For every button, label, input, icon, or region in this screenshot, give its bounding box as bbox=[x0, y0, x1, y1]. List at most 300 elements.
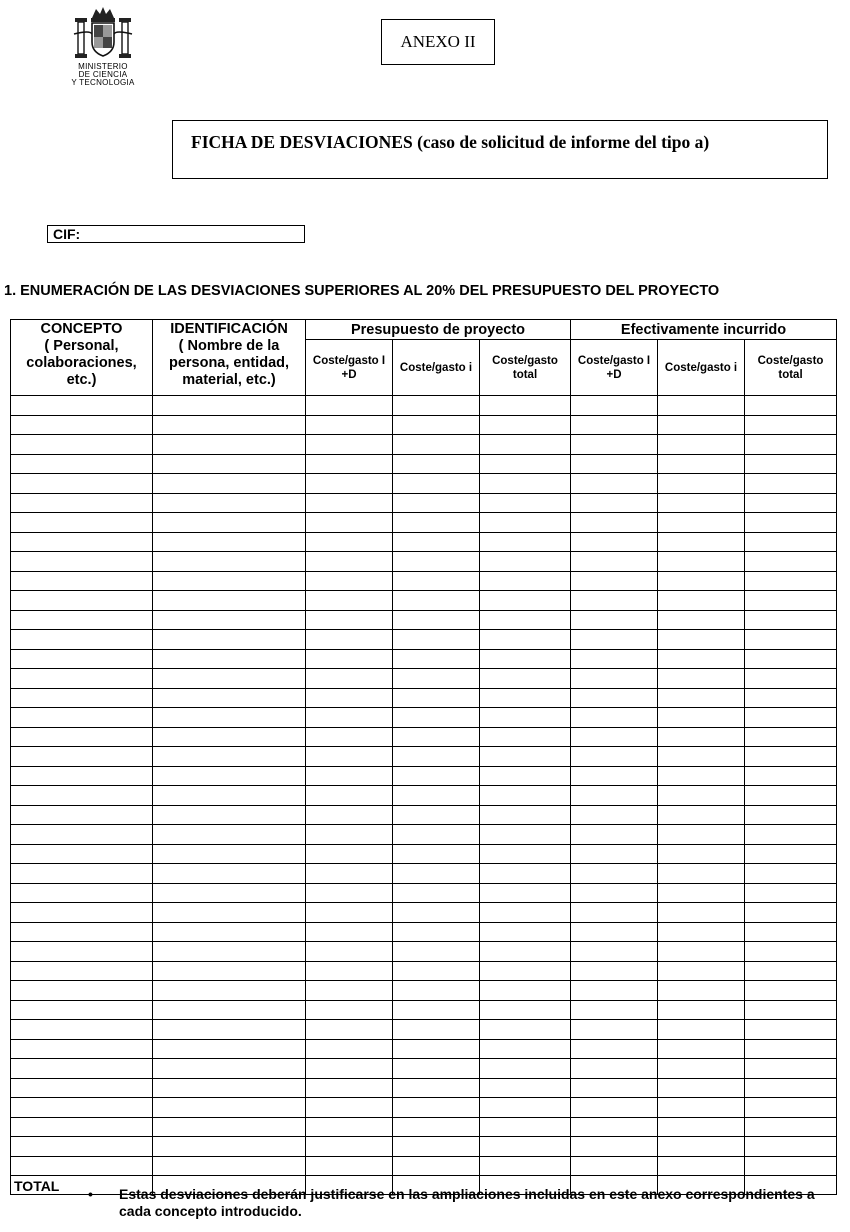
table-cell[interactable] bbox=[571, 610, 658, 630]
table-cell[interactable] bbox=[11, 825, 153, 845]
table-cell[interactable] bbox=[11, 591, 153, 611]
table-cell[interactable] bbox=[11, 1039, 153, 1059]
table-cell[interactable] bbox=[745, 1137, 837, 1157]
table-cell[interactable] bbox=[480, 981, 571, 1001]
table-cell[interactable] bbox=[153, 552, 306, 572]
table-cell[interactable] bbox=[480, 1078, 571, 1098]
table-cell[interactable] bbox=[11, 942, 153, 962]
table-cell[interactable] bbox=[393, 1098, 480, 1118]
table-cell[interactable] bbox=[658, 513, 745, 533]
table-cell[interactable] bbox=[393, 747, 480, 767]
table-cell[interactable] bbox=[571, 396, 658, 416]
table-cell[interactable] bbox=[153, 864, 306, 884]
table-cell[interactable] bbox=[571, 1020, 658, 1040]
table-cell[interactable] bbox=[153, 493, 306, 513]
table-cell[interactable] bbox=[658, 454, 745, 474]
table-cell[interactable] bbox=[11, 727, 153, 747]
table-cell[interactable] bbox=[480, 766, 571, 786]
table-cell[interactable] bbox=[571, 844, 658, 864]
table-cell[interactable] bbox=[658, 532, 745, 552]
table-cell[interactable] bbox=[480, 1059, 571, 1079]
table-cell[interactable] bbox=[11, 961, 153, 981]
table-cell[interactable] bbox=[306, 630, 393, 650]
table-cell[interactable] bbox=[480, 1156, 571, 1176]
table-cell[interactable] bbox=[153, 1000, 306, 1020]
table-cell[interactable] bbox=[393, 532, 480, 552]
table-cell[interactable] bbox=[745, 396, 837, 416]
table-cell[interactable] bbox=[658, 669, 745, 689]
table-cell[interactable] bbox=[480, 1020, 571, 1040]
table-cell[interactable] bbox=[571, 825, 658, 845]
table-cell[interactable] bbox=[571, 591, 658, 611]
table-cell[interactable] bbox=[571, 688, 658, 708]
table-cell[interactable] bbox=[306, 727, 393, 747]
table-cell[interactable] bbox=[11, 493, 153, 513]
table-cell[interactable] bbox=[745, 1117, 837, 1137]
table-cell[interactable] bbox=[480, 708, 571, 728]
table-cell[interactable] bbox=[393, 1059, 480, 1079]
table-cell[interactable] bbox=[306, 1020, 393, 1040]
table-cell[interactable] bbox=[11, 435, 153, 455]
table-cell[interactable] bbox=[658, 630, 745, 650]
table-cell[interactable] bbox=[571, 513, 658, 533]
table-cell[interactable] bbox=[571, 1039, 658, 1059]
table-cell[interactable] bbox=[480, 571, 571, 591]
table-cell[interactable] bbox=[11, 513, 153, 533]
table-cell[interactable] bbox=[11, 454, 153, 474]
table-cell[interactable] bbox=[745, 474, 837, 494]
table-cell[interactable] bbox=[306, 805, 393, 825]
table-cell[interactable] bbox=[153, 435, 306, 455]
table-cell[interactable] bbox=[306, 474, 393, 494]
table-cell[interactable] bbox=[658, 552, 745, 572]
table-cell[interactable] bbox=[393, 864, 480, 884]
table-cell[interactable] bbox=[153, 766, 306, 786]
table-cell[interactable] bbox=[745, 493, 837, 513]
table-cell[interactable] bbox=[658, 864, 745, 884]
table-cell[interactable] bbox=[393, 981, 480, 1001]
table-cell[interactable] bbox=[306, 864, 393, 884]
table-cell[interactable] bbox=[153, 1156, 306, 1176]
table-cell[interactable] bbox=[658, 1059, 745, 1079]
table-cell[interactable] bbox=[11, 1059, 153, 1079]
table-cell[interactable] bbox=[745, 513, 837, 533]
table-cell[interactable] bbox=[745, 1039, 837, 1059]
table-cell[interactable] bbox=[306, 1137, 393, 1157]
table-cell[interactable] bbox=[571, 1059, 658, 1079]
table-cell[interactable] bbox=[153, 727, 306, 747]
table-cell[interactable] bbox=[571, 1078, 658, 1098]
table-cell[interactable] bbox=[658, 649, 745, 669]
table-cell[interactable] bbox=[480, 1117, 571, 1137]
table-cell[interactable] bbox=[306, 922, 393, 942]
table-cell[interactable] bbox=[306, 961, 393, 981]
table-cell[interactable] bbox=[658, 396, 745, 416]
table-cell[interactable] bbox=[306, 1156, 393, 1176]
table-cell[interactable] bbox=[480, 1039, 571, 1059]
table-cell[interactable] bbox=[393, 786, 480, 806]
table-cell[interactable] bbox=[11, 747, 153, 767]
table-cell[interactable] bbox=[745, 864, 837, 884]
table-cell[interactable] bbox=[153, 688, 306, 708]
table-cell[interactable] bbox=[393, 630, 480, 650]
table-cell[interactable] bbox=[571, 532, 658, 552]
table-cell[interactable] bbox=[153, 942, 306, 962]
table-cell[interactable] bbox=[745, 903, 837, 923]
table-cell[interactable] bbox=[393, 571, 480, 591]
table-cell[interactable] bbox=[745, 532, 837, 552]
table-cell[interactable] bbox=[306, 1117, 393, 1137]
table-cell[interactable] bbox=[153, 805, 306, 825]
table-cell[interactable] bbox=[153, 844, 306, 864]
table-cell[interactable] bbox=[480, 1000, 571, 1020]
table-cell[interactable] bbox=[393, 493, 480, 513]
table-cell[interactable] bbox=[306, 513, 393, 533]
table-cell[interactable] bbox=[11, 1137, 153, 1157]
table-cell[interactable] bbox=[11, 1020, 153, 1040]
table-cell[interactable] bbox=[11, 1000, 153, 1020]
table-cell[interactable] bbox=[393, 825, 480, 845]
table-cell[interactable] bbox=[658, 1020, 745, 1040]
table-cell[interactable] bbox=[658, 727, 745, 747]
table-cell[interactable] bbox=[306, 688, 393, 708]
table-cell[interactable] bbox=[393, 688, 480, 708]
table-cell[interactable] bbox=[571, 1000, 658, 1020]
table-cell[interactable] bbox=[11, 766, 153, 786]
table-cell[interactable] bbox=[306, 415, 393, 435]
table-cell[interactable] bbox=[393, 649, 480, 669]
table-cell[interactable] bbox=[306, 1078, 393, 1098]
table-cell[interactable] bbox=[480, 942, 571, 962]
table-cell[interactable] bbox=[153, 961, 306, 981]
table-cell[interactable] bbox=[153, 396, 306, 416]
table-cell[interactable] bbox=[658, 805, 745, 825]
table-cell[interactable] bbox=[306, 903, 393, 923]
table-cell[interactable] bbox=[571, 903, 658, 923]
table-cell[interactable] bbox=[306, 708, 393, 728]
table-cell[interactable] bbox=[393, 396, 480, 416]
table-cell[interactable] bbox=[306, 981, 393, 1001]
table-cell[interactable] bbox=[480, 415, 571, 435]
table-cell[interactable] bbox=[658, 1137, 745, 1157]
table-cell[interactable] bbox=[11, 981, 153, 1001]
table-cell[interactable] bbox=[480, 396, 571, 416]
table-cell[interactable] bbox=[11, 396, 153, 416]
table-cell[interactable] bbox=[480, 747, 571, 767]
table-cell[interactable] bbox=[306, 1039, 393, 1059]
table-cell[interactable] bbox=[153, 1098, 306, 1118]
table-cell[interactable] bbox=[658, 610, 745, 630]
table-cell[interactable] bbox=[393, 1039, 480, 1059]
table-cell[interactable] bbox=[11, 786, 153, 806]
table-cell[interactable] bbox=[480, 552, 571, 572]
table-cell[interactable] bbox=[658, 1039, 745, 1059]
table-cell[interactable] bbox=[306, 1098, 393, 1118]
table-cell[interactable] bbox=[153, 883, 306, 903]
table-cell[interactable] bbox=[11, 630, 153, 650]
table-cell[interactable] bbox=[745, 981, 837, 1001]
table-cell[interactable] bbox=[745, 747, 837, 767]
table-cell[interactable] bbox=[153, 1020, 306, 1040]
table-cell[interactable] bbox=[393, 844, 480, 864]
table-cell[interactable] bbox=[571, 805, 658, 825]
table-cell[interactable] bbox=[11, 688, 153, 708]
table-cell[interactable] bbox=[480, 922, 571, 942]
table-cell[interactable] bbox=[658, 493, 745, 513]
table-cell[interactable] bbox=[11, 552, 153, 572]
table-cell[interactable] bbox=[153, 630, 306, 650]
table-cell[interactable] bbox=[745, 961, 837, 981]
table-cell[interactable] bbox=[153, 1117, 306, 1137]
table-cell[interactable] bbox=[11, 532, 153, 552]
table-cell[interactable] bbox=[393, 435, 480, 455]
table-cell[interactable] bbox=[658, 903, 745, 923]
table-cell[interactable] bbox=[658, 435, 745, 455]
table-cell[interactable] bbox=[11, 474, 153, 494]
table-cell[interactable] bbox=[11, 903, 153, 923]
table-cell[interactable] bbox=[745, 435, 837, 455]
table-cell[interactable] bbox=[571, 1098, 658, 1118]
table-cell[interactable] bbox=[11, 571, 153, 591]
table-cell[interactable] bbox=[306, 883, 393, 903]
table-cell[interactable] bbox=[393, 1078, 480, 1098]
table-cell[interactable] bbox=[571, 1117, 658, 1137]
table-cell[interactable] bbox=[393, 922, 480, 942]
table-cell[interactable] bbox=[306, 493, 393, 513]
table-cell[interactable] bbox=[306, 844, 393, 864]
table-cell[interactable] bbox=[658, 1156, 745, 1176]
table-cell[interactable] bbox=[393, 1156, 480, 1176]
table-cell[interactable] bbox=[480, 513, 571, 533]
table-cell[interactable] bbox=[393, 805, 480, 825]
table-cell[interactable] bbox=[306, 1059, 393, 1079]
table-cell[interactable] bbox=[658, 708, 745, 728]
table-cell[interactable] bbox=[480, 903, 571, 923]
table-cell[interactable] bbox=[306, 396, 393, 416]
table-cell[interactable] bbox=[393, 727, 480, 747]
table-cell[interactable] bbox=[480, 630, 571, 650]
table-cell[interactable] bbox=[153, 474, 306, 494]
table-cell[interactable] bbox=[571, 649, 658, 669]
table-cell[interactable] bbox=[153, 571, 306, 591]
table-cell[interactable] bbox=[745, 630, 837, 650]
table-cell[interactable] bbox=[153, 1039, 306, 1059]
table-cell[interactable] bbox=[658, 961, 745, 981]
table-cell[interactable] bbox=[393, 454, 480, 474]
table-cell[interactable] bbox=[306, 1000, 393, 1020]
table-cell[interactable] bbox=[571, 669, 658, 689]
table-cell[interactable] bbox=[393, 1000, 480, 1020]
table-cell[interactable] bbox=[571, 786, 658, 806]
table-cell[interactable] bbox=[480, 825, 571, 845]
table-cell[interactable] bbox=[745, 922, 837, 942]
table-cell[interactable] bbox=[153, 513, 306, 533]
table-cell[interactable] bbox=[571, 864, 658, 884]
table-cell[interactable] bbox=[745, 1059, 837, 1079]
table-cell[interactable] bbox=[745, 1000, 837, 1020]
table-cell[interactable] bbox=[745, 1098, 837, 1118]
table-cell[interactable] bbox=[745, 454, 837, 474]
table-cell[interactable] bbox=[306, 552, 393, 572]
table-cell[interactable] bbox=[480, 669, 571, 689]
table-cell[interactable] bbox=[571, 708, 658, 728]
table-cell[interactable] bbox=[153, 532, 306, 552]
table-cell[interactable] bbox=[480, 454, 571, 474]
table-cell[interactable] bbox=[306, 571, 393, 591]
table-cell[interactable] bbox=[480, 786, 571, 806]
table-cell[interactable] bbox=[571, 571, 658, 591]
table-cell[interactable] bbox=[745, 649, 837, 669]
table-cell[interactable] bbox=[745, 1156, 837, 1176]
table-cell[interactable] bbox=[571, 922, 658, 942]
table-cell[interactable] bbox=[480, 1137, 571, 1157]
table-cell[interactable] bbox=[658, 1117, 745, 1137]
table-cell[interactable] bbox=[153, 981, 306, 1001]
table-cell[interactable] bbox=[153, 786, 306, 806]
table-cell[interactable] bbox=[480, 805, 571, 825]
table-cell[interactable] bbox=[745, 708, 837, 728]
table-cell[interactable] bbox=[306, 435, 393, 455]
table-cell[interactable] bbox=[571, 883, 658, 903]
table-cell[interactable] bbox=[306, 669, 393, 689]
table-cell[interactable] bbox=[153, 747, 306, 767]
table-cell[interactable] bbox=[153, 1137, 306, 1157]
table-cell[interactable] bbox=[658, 883, 745, 903]
table-cell[interactable] bbox=[393, 961, 480, 981]
table-cell[interactable] bbox=[745, 766, 837, 786]
table-cell[interactable] bbox=[658, 591, 745, 611]
table-cell[interactable] bbox=[745, 669, 837, 689]
table-cell[interactable] bbox=[658, 1000, 745, 1020]
table-cell[interactable] bbox=[480, 844, 571, 864]
table-cell[interactable] bbox=[571, 981, 658, 1001]
table-cell[interactable] bbox=[153, 591, 306, 611]
table-cell[interactable] bbox=[306, 591, 393, 611]
table-cell[interactable] bbox=[480, 435, 571, 455]
table-cell[interactable] bbox=[393, 883, 480, 903]
table-cell[interactable] bbox=[11, 415, 153, 435]
table-cell[interactable] bbox=[11, 1117, 153, 1137]
table-cell[interactable] bbox=[393, 669, 480, 689]
table-cell[interactable] bbox=[571, 1156, 658, 1176]
table-cell[interactable] bbox=[658, 1098, 745, 1118]
table-cell[interactable] bbox=[571, 493, 658, 513]
table-cell[interactable] bbox=[306, 942, 393, 962]
table-cell[interactable] bbox=[745, 1020, 837, 1040]
table-cell[interactable] bbox=[745, 942, 837, 962]
table-cell[interactable] bbox=[306, 532, 393, 552]
table-cell[interactable] bbox=[153, 825, 306, 845]
table-cell[interactable] bbox=[480, 1098, 571, 1118]
table-cell[interactable] bbox=[153, 610, 306, 630]
table-cell[interactable] bbox=[480, 591, 571, 611]
table-cell[interactable] bbox=[153, 922, 306, 942]
table-cell[interactable] bbox=[306, 454, 393, 474]
table-cell[interactable] bbox=[393, 552, 480, 572]
table-cell[interactable] bbox=[306, 747, 393, 767]
table-cell[interactable] bbox=[393, 766, 480, 786]
table-cell[interactable] bbox=[393, 1137, 480, 1157]
table-cell[interactable] bbox=[571, 552, 658, 572]
table-cell[interactable] bbox=[745, 844, 837, 864]
table-cell[interactable] bbox=[153, 708, 306, 728]
table-cell[interactable] bbox=[571, 747, 658, 767]
table-cell[interactable] bbox=[306, 825, 393, 845]
table-cell[interactable] bbox=[153, 1078, 306, 1098]
table-cell[interactable] bbox=[745, 825, 837, 845]
table-cell[interactable] bbox=[11, 1078, 153, 1098]
table-cell[interactable] bbox=[745, 415, 837, 435]
table-cell[interactable] bbox=[11, 669, 153, 689]
table-cell[interactable] bbox=[571, 435, 658, 455]
table-cell[interactable] bbox=[153, 1059, 306, 1079]
table-cell[interactable] bbox=[745, 883, 837, 903]
table-cell[interactable] bbox=[393, 942, 480, 962]
table-cell[interactable] bbox=[11, 1156, 153, 1176]
table-cell[interactable] bbox=[658, 474, 745, 494]
table-cell[interactable] bbox=[745, 571, 837, 591]
table-cell[interactable] bbox=[571, 1137, 658, 1157]
table-cell[interactable] bbox=[658, 747, 745, 767]
table-cell[interactable] bbox=[658, 415, 745, 435]
table-cell[interactable] bbox=[393, 1020, 480, 1040]
table-cell[interactable] bbox=[480, 474, 571, 494]
table-cell[interactable] bbox=[11, 883, 153, 903]
table-cell[interactable] bbox=[393, 708, 480, 728]
table-cell[interactable] bbox=[571, 454, 658, 474]
table-cell[interactable] bbox=[745, 786, 837, 806]
table-cell[interactable] bbox=[11, 610, 153, 630]
table-cell[interactable] bbox=[480, 493, 571, 513]
table-cell[interactable] bbox=[571, 415, 658, 435]
table-cell[interactable] bbox=[480, 688, 571, 708]
table-cell[interactable] bbox=[571, 766, 658, 786]
table-cell[interactable] bbox=[571, 961, 658, 981]
table-cell[interactable] bbox=[480, 727, 571, 747]
table-cell[interactable] bbox=[571, 474, 658, 494]
table-cell[interactable] bbox=[11, 1098, 153, 1118]
cif-field[interactable] bbox=[47, 225, 305, 243]
table-cell[interactable] bbox=[11, 844, 153, 864]
table-cell[interactable] bbox=[658, 1078, 745, 1098]
table-cell[interactable] bbox=[306, 786, 393, 806]
table-cell[interactable] bbox=[480, 961, 571, 981]
table-cell[interactable] bbox=[571, 727, 658, 747]
table-cell[interactable] bbox=[745, 727, 837, 747]
table-cell[interactable] bbox=[658, 844, 745, 864]
table-cell[interactable] bbox=[480, 610, 571, 630]
table-cell[interactable] bbox=[11, 922, 153, 942]
table-cell[interactable] bbox=[480, 649, 571, 669]
table-cell[interactable] bbox=[11, 708, 153, 728]
table-cell[interactable] bbox=[393, 513, 480, 533]
table-cell[interactable] bbox=[393, 1117, 480, 1137]
table-cell[interactable] bbox=[658, 922, 745, 942]
table-cell[interactable] bbox=[658, 571, 745, 591]
table-cell[interactable] bbox=[658, 786, 745, 806]
table-cell[interactable] bbox=[153, 649, 306, 669]
table-cell[interactable] bbox=[745, 591, 837, 611]
table-cell[interactable] bbox=[393, 903, 480, 923]
table-cell[interactable] bbox=[393, 591, 480, 611]
table-cell[interactable] bbox=[745, 805, 837, 825]
table-cell[interactable] bbox=[480, 532, 571, 552]
table-cell[interactable] bbox=[393, 474, 480, 494]
table-cell[interactable] bbox=[11, 805, 153, 825]
table-cell[interactable] bbox=[658, 688, 745, 708]
table-cell[interactable] bbox=[480, 864, 571, 884]
table-cell[interactable] bbox=[745, 688, 837, 708]
